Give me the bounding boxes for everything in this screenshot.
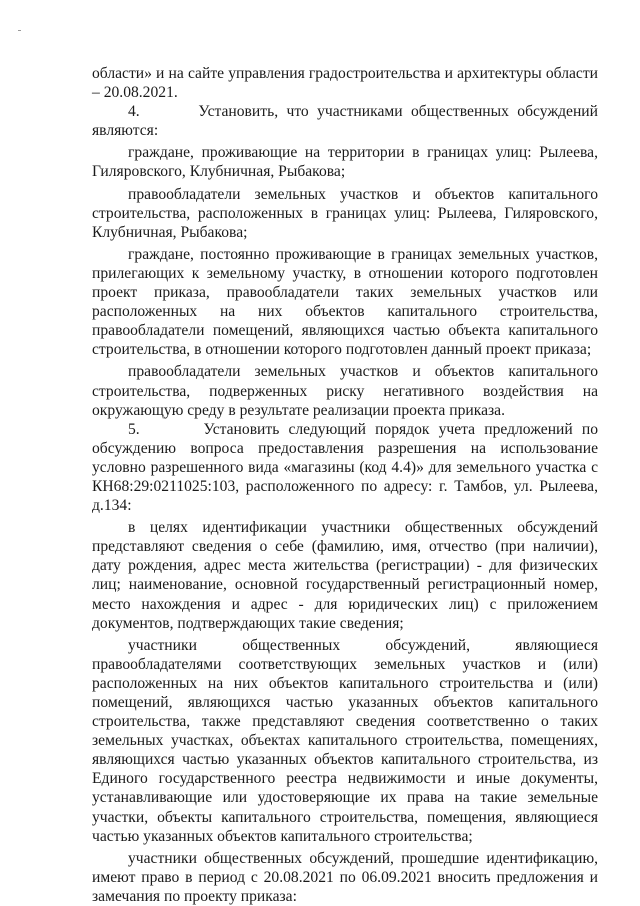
paragraph-adjacent-residents: граждане, постоянно проживающие в границах земельных участков, прилегающих к земельному участку, в отношении которого подготовлен проект приказа, правообладатели таких земельных участков или расположенных на них объектов капитального строительства, правообладатели помещений, являющихся частью объекта капитального строительства, в отношении которого подготовлен данный проект приказа; [92, 245, 598, 359]
paragraph-item-5: 5. Установить следующий порядок учета предложений по обсуждению вопроса предоставления разрешения на использование условно разрешенного вида «магазины (код 4.4)» для земельного участка с КН68:29:0211025:103, расположенного по адресу: г. Тамбов, ул. Рылеева, д.134: [92, 420, 598, 515]
paragraph-rightholders: правообладатели земельных участков и объектов капитального строительства, расположенных в границах улиц: Рылеева, Гиляровского, Клубничная, Рыбакова; [92, 185, 598, 241]
paragraph-risk-rightholders: правообладатели земельных участков и объектов капитального строительства, подверженных риску негативного воздействия на окружающую среду в результате реализации проекта приказа. [92, 363, 598, 419]
paragraph-submission-period: участники общественных обсуждений, прошедшие идентификацию, имеют право в период с 20.08.2021 по 06.09.2021 вносить предложения и замечания по проекту приказа: [92, 849, 598, 905]
paragraph-citizens: граждане, проживающие на территории в границах улиц: Рылеева, Гиляровского, Клубничная, Рыбакова; [92, 144, 598, 181]
paragraph-item-4: 4. Установить, что участниками общественных обсуждений являются: [92, 103, 598, 140]
scan-mark [18, 30, 21, 31]
document-body [92, 64, 598, 906]
paragraph-publication-date: области» и на сайте управления градостроительства и архитектуры области – 20.08.2021. [92, 65, 598, 102]
paragraph-identification: в целях идентификации участники общественных обсуждений представляют сведения о себе (фамилию, имя, отчество (при наличии), дату рождения, адрес места жительства (регистрации) - для физических лиц; наименование, основной государственный регистрационный номер, место нахождения и адрес - для юридических лиц) с приложением документов, подтверждающих такие сведения; [92, 519, 598, 632]
paragraph-rightholder-documents: участники общественных обсуждений, являющиеся правообладателями соответствующих земельных участков и (или) расположенных на них объектов капитального строительства и (или) помещений, являющихся частью указанных объектов капитального строительства, также представляют сведения соответственно о таких земельных участках, объектах капитального строительства, помещениях, являющихся частью указанных объектов капитального строительства, из Единого государственного реестра недвижимости и иные документы, устанавливающие или удостоверяющие их права на такие земельные участки, объекты капитального строительства, помещения, являющиеся частью указанных объектов капитального строительства; [92, 636, 598, 845]
